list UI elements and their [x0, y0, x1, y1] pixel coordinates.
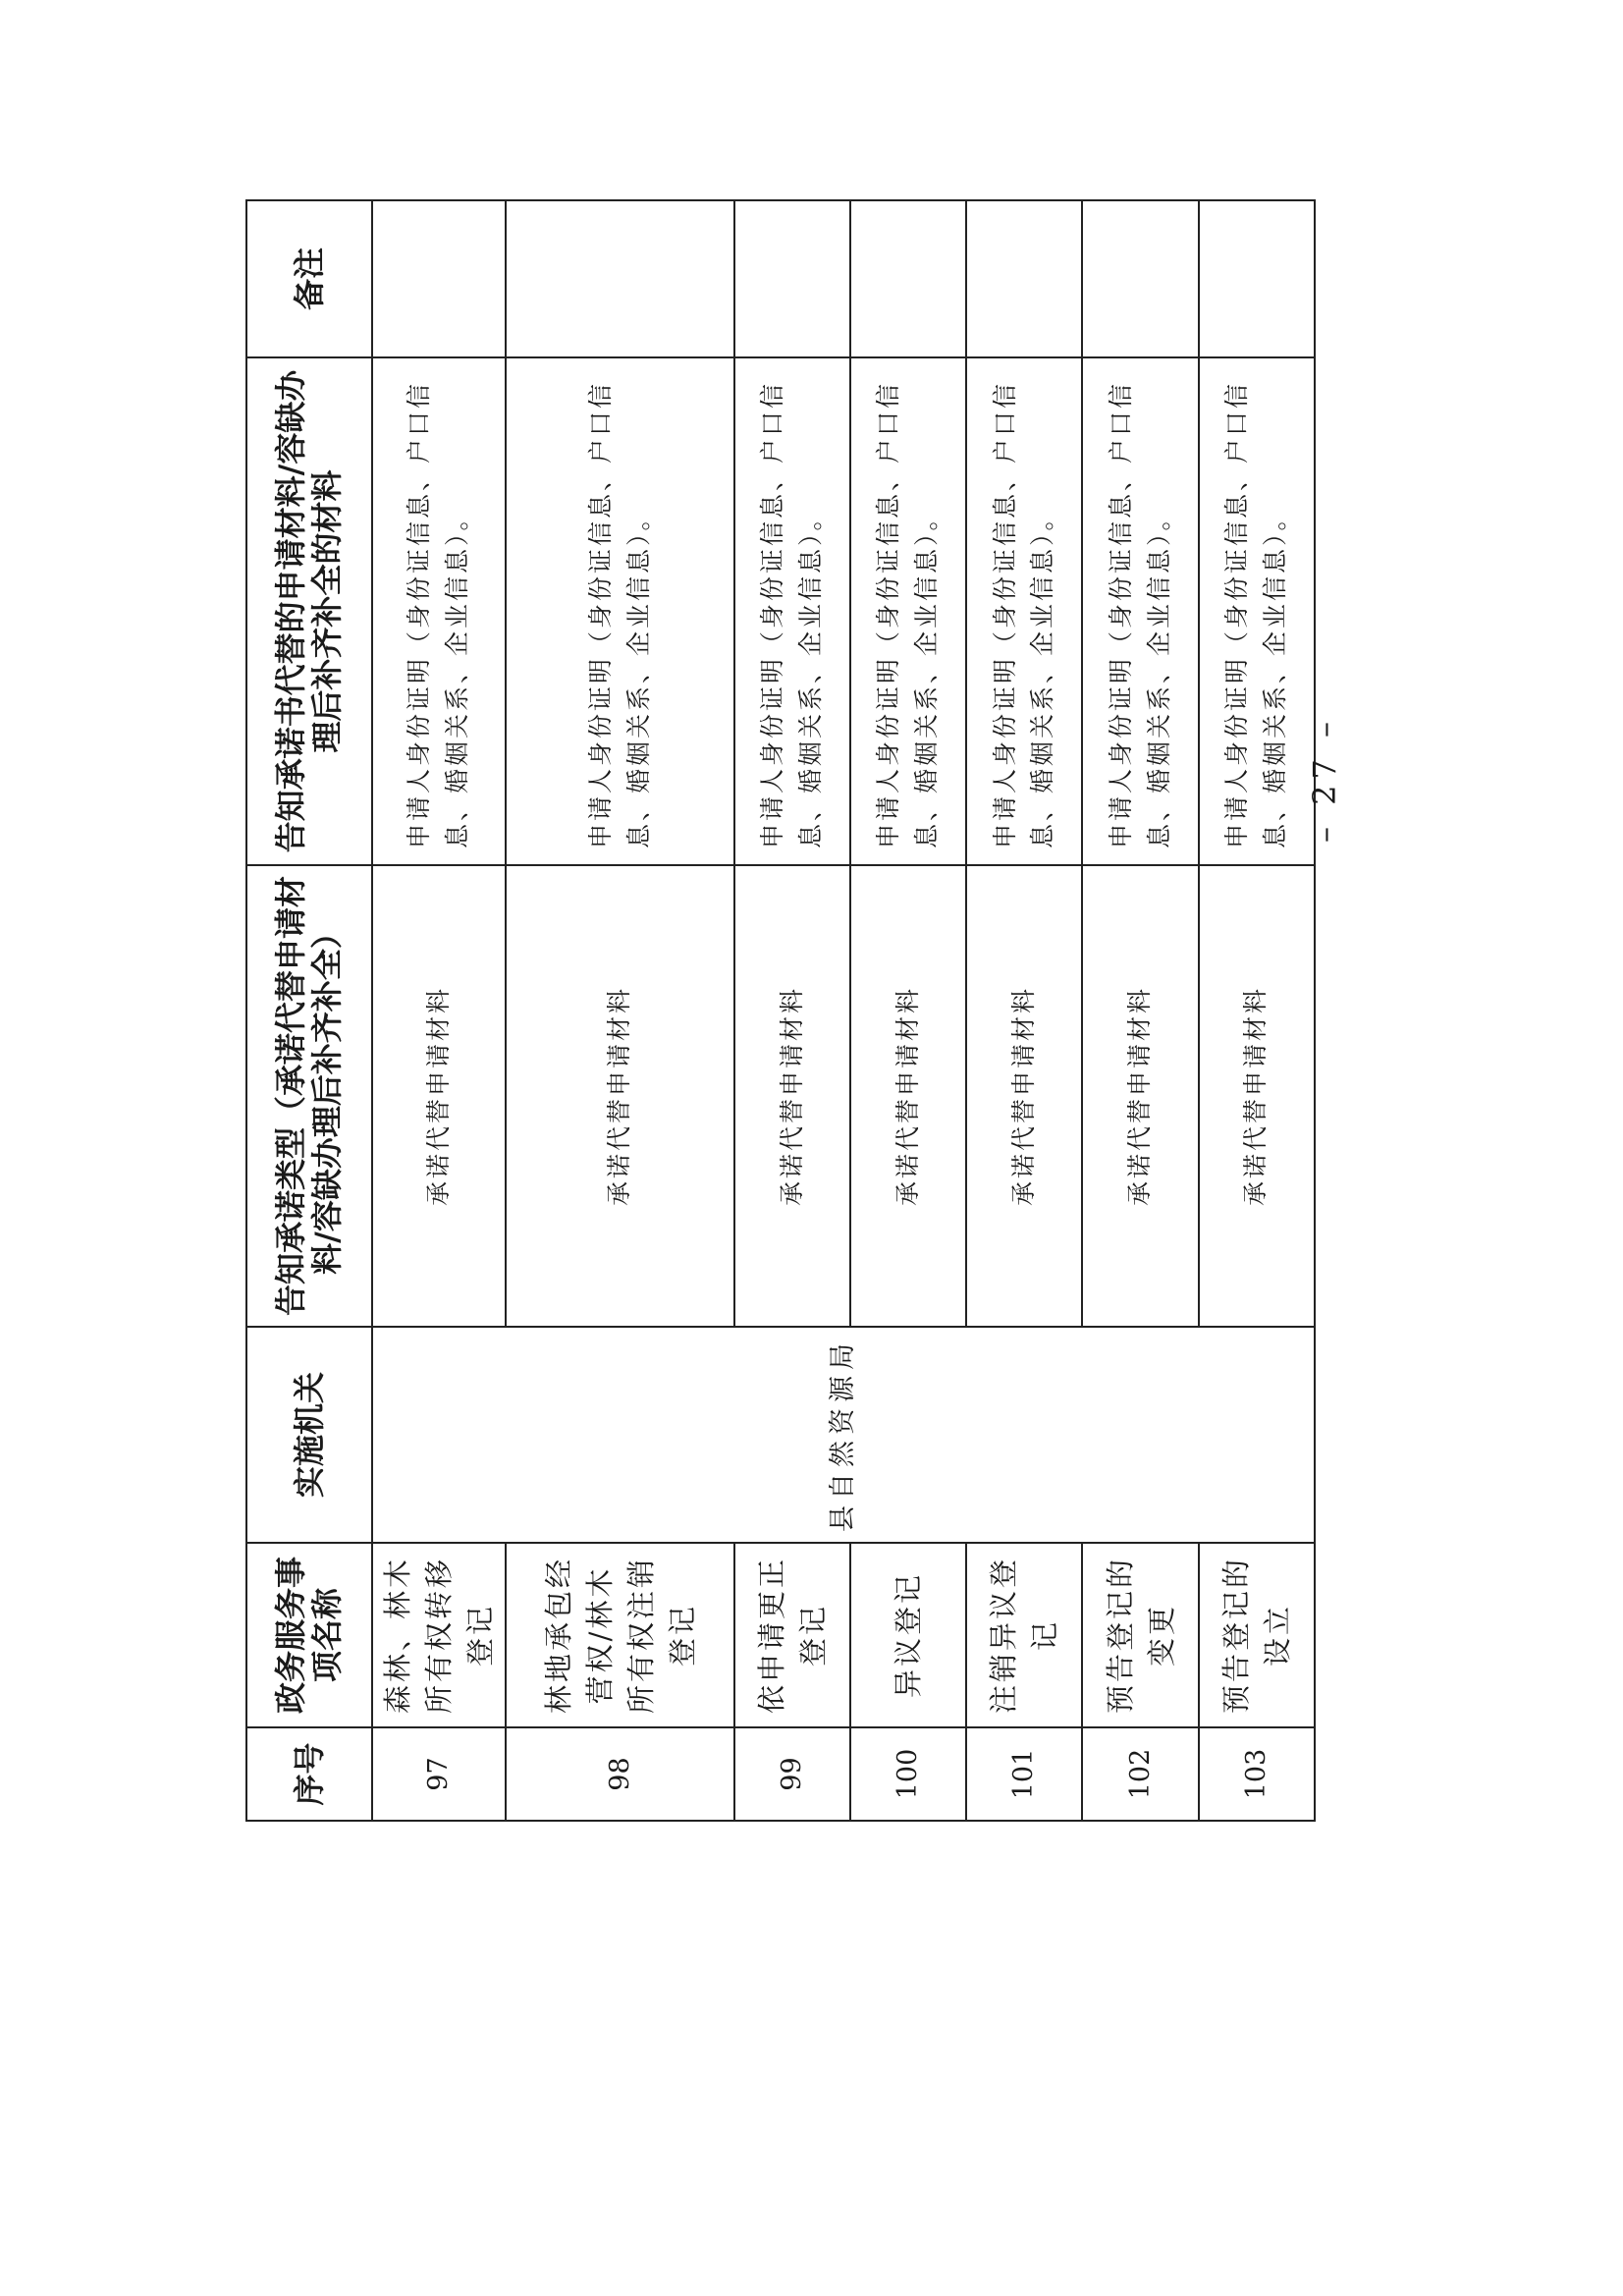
table-header-row	[246, 200, 372, 1821]
row-type: 承诺代替申请材料	[1199, 865, 1315, 1327]
row-seq: 102	[1082, 1727, 1198, 1821]
row-seq: 103	[1199, 1727, 1315, 1821]
row-notes	[850, 200, 966, 357]
row-name: 森林、林木所有权转移登记	[372, 1543, 506, 1727]
row-name: 预告登记的设立	[1199, 1543, 1315, 1727]
header-type: 告知承诺类型（承诺代替申请材料/容缺办理后补齐补全）	[246, 865, 372, 1327]
row-type: 承诺代替申请材料	[372, 865, 506, 1327]
row-seq: 101	[966, 1727, 1082, 1821]
row-materials: 申请人身份证明（身份证信息、户口信息、婚姻关系、企业信息）。	[1199, 357, 1315, 865]
header-seq: 序号	[246, 1727, 372, 1821]
table-row	[966, 200, 1082, 1821]
table-row	[1199, 200, 1315, 1821]
row-materials: 申请人身份证明（身份证信息、户口信息、婚姻关系、企业信息）。	[372, 357, 506, 865]
row-type: 承诺代替申请材料	[850, 865, 966, 1327]
row-seq: 98	[506, 1727, 733, 1821]
row-name: 预告登记的变更	[1082, 1543, 1198, 1727]
commitment-table	[245, 199, 1316, 1822]
header-materials: 告知承诺书代替的申请材料/容缺办理后补齐补全的材料	[246, 357, 372, 865]
row-notes	[1199, 200, 1315, 357]
row-notes	[372, 200, 506, 357]
table-row	[1082, 200, 1198, 1821]
table-row	[734, 200, 850, 1821]
row-seq: 99	[734, 1727, 850, 1821]
header-name: 政务服务事项名称	[246, 1543, 372, 1727]
row-materials: 申请人身份证明（身份证信息、户口信息、婚姻关系、企业信息）。	[1082, 357, 1198, 865]
row-name: 注销异议登记	[966, 1543, 1082, 1727]
row-notes	[1082, 200, 1198, 357]
row-name: 依申请更正登记	[734, 1543, 850, 1727]
row-materials: 申请人身份证明（身份证信息、户口信息、婚姻关系、企业信息）。	[506, 357, 733, 865]
row-notes	[734, 200, 850, 357]
table-row	[506, 200, 733, 1821]
row-seq: 100	[850, 1727, 966, 1821]
table-row	[372, 200, 506, 1821]
row-seq: 97	[372, 1727, 506, 1821]
row-name: 林地承包经营权/林木所有权注销登记	[506, 1543, 733, 1727]
row-type: 承诺代替申请材料	[734, 865, 850, 1327]
row-materials: 申请人身份证明（身份证信息、户口信息、婚姻关系、企业信息）。	[734, 357, 850, 865]
page-number-anchor	[1306, 715, 1343, 843]
row-notes	[506, 200, 733, 357]
row-name: 异议登记	[850, 1543, 966, 1727]
row-materials: 申请人身份证明（身份证信息、户口信息、婚姻关系、企业信息）。	[850, 357, 966, 865]
header-notes: 备注	[246, 200, 372, 357]
row-type: 承诺代替申请材料	[506, 865, 733, 1327]
row-notes	[966, 200, 1082, 357]
row-type: 承诺代替申请材料	[966, 865, 1082, 1327]
row-materials: 申请人身份证明（身份证信息、户口信息、婚姻关系、企业信息）。	[966, 357, 1082, 865]
table-row	[850, 200, 966, 1821]
agency-cell: 县自然资源局	[372, 1327, 1315, 1543]
header-agency: 实施机关	[246, 1327, 372, 1543]
page-number: – 27 –	[1306, 715, 1343, 843]
row-type: 承诺代替申请材料	[1082, 865, 1198, 1327]
